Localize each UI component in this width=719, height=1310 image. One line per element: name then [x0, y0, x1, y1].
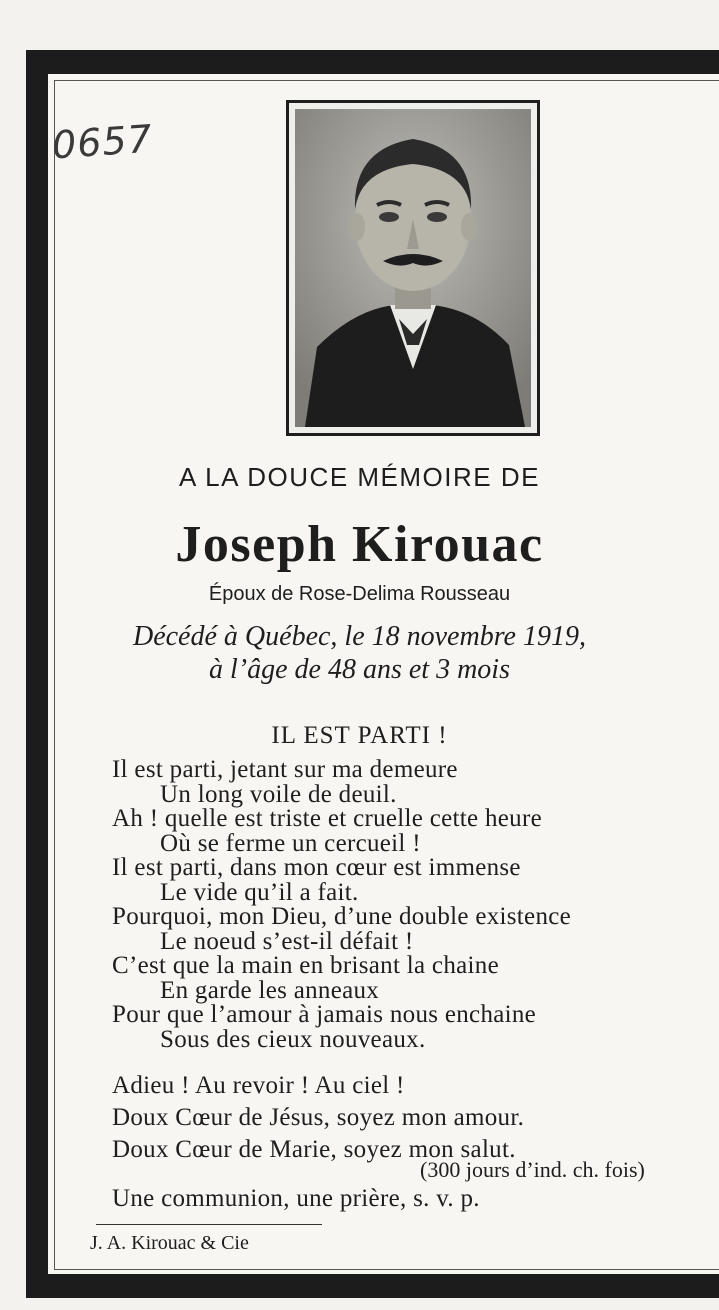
poem-line: Le vide qu’il a fait.: [160, 878, 359, 906]
archive-number: 0657: [50, 116, 155, 168]
deceased-name: Joseph Kirouac: [175, 516, 544, 573]
closing-line: Doux Cœur de Jésus, soyez mon amour.: [112, 1104, 525, 1131]
portrait-illustration: [295, 109, 531, 427]
poem-line: C’est que la main en brisant la chaine: [112, 952, 499, 979]
prayer-request: Une communion, une prière, s. v. p.: [112, 1185, 480, 1212]
poem-line: Pour que l’amour à jamais nous enchaine: [112, 1001, 537, 1028]
poem-line: Il est parti, dans mon cœur est immense: [112, 854, 521, 881]
printer-name: J. A. Kirouac & Cie: [90, 1232, 249, 1254]
poem-line: Le noeud s’est-il défait !: [160, 927, 414, 955]
mourning-border-top: [26, 50, 719, 74]
poem-line: Il est parti, jetant sur ma demeure: [112, 756, 458, 783]
printer-rule: [96, 1224, 322, 1225]
indulgence-note: (300 jours d’ind. ch. fois): [420, 1157, 645, 1182]
spouse-line: Époux de Rose-Delima Rousseau: [208, 583, 511, 605]
closing-line: Adieu ! Au revoir ! Au ciel !: [112, 1072, 405, 1099]
poem-line: Ah ! quelle est triste et cruelle cette heure: [112, 805, 542, 832]
portrait-frame: [286, 100, 540, 436]
death-details: [0, 620, 719, 686]
portrait-photo: [295, 109, 531, 427]
poem: [112, 758, 719, 1052]
poem-title: IL EST PARTI !: [271, 722, 448, 749]
death-line-1: Décédé à Québec, le 18 novembre 1919,: [132, 621, 586, 652]
poem-line: Où se ferme un cercueil !: [160, 829, 421, 857]
mourning-border-bottom: [26, 1274, 719, 1298]
poem-line: Un long voile de deuil.: [160, 780, 397, 808]
closing-prayers: [112, 1070, 719, 1166]
death-line-2: à l’âge de 48 ans et 3 mois: [209, 654, 510, 685]
closing-line: Doux Cœur de Marie, soyez mon salut.: [112, 1136, 516, 1163]
memorial-heading: A LA DOUCE MÉMOIRE DE: [179, 462, 540, 492]
poem-line: En garde les anneaux: [160, 976, 380, 1004]
poem-line: Pourquoi, mon Dieu, d’une double existence: [112, 903, 572, 930]
poem-line: Sous des cieux nouveaux.: [160, 1025, 426, 1053]
